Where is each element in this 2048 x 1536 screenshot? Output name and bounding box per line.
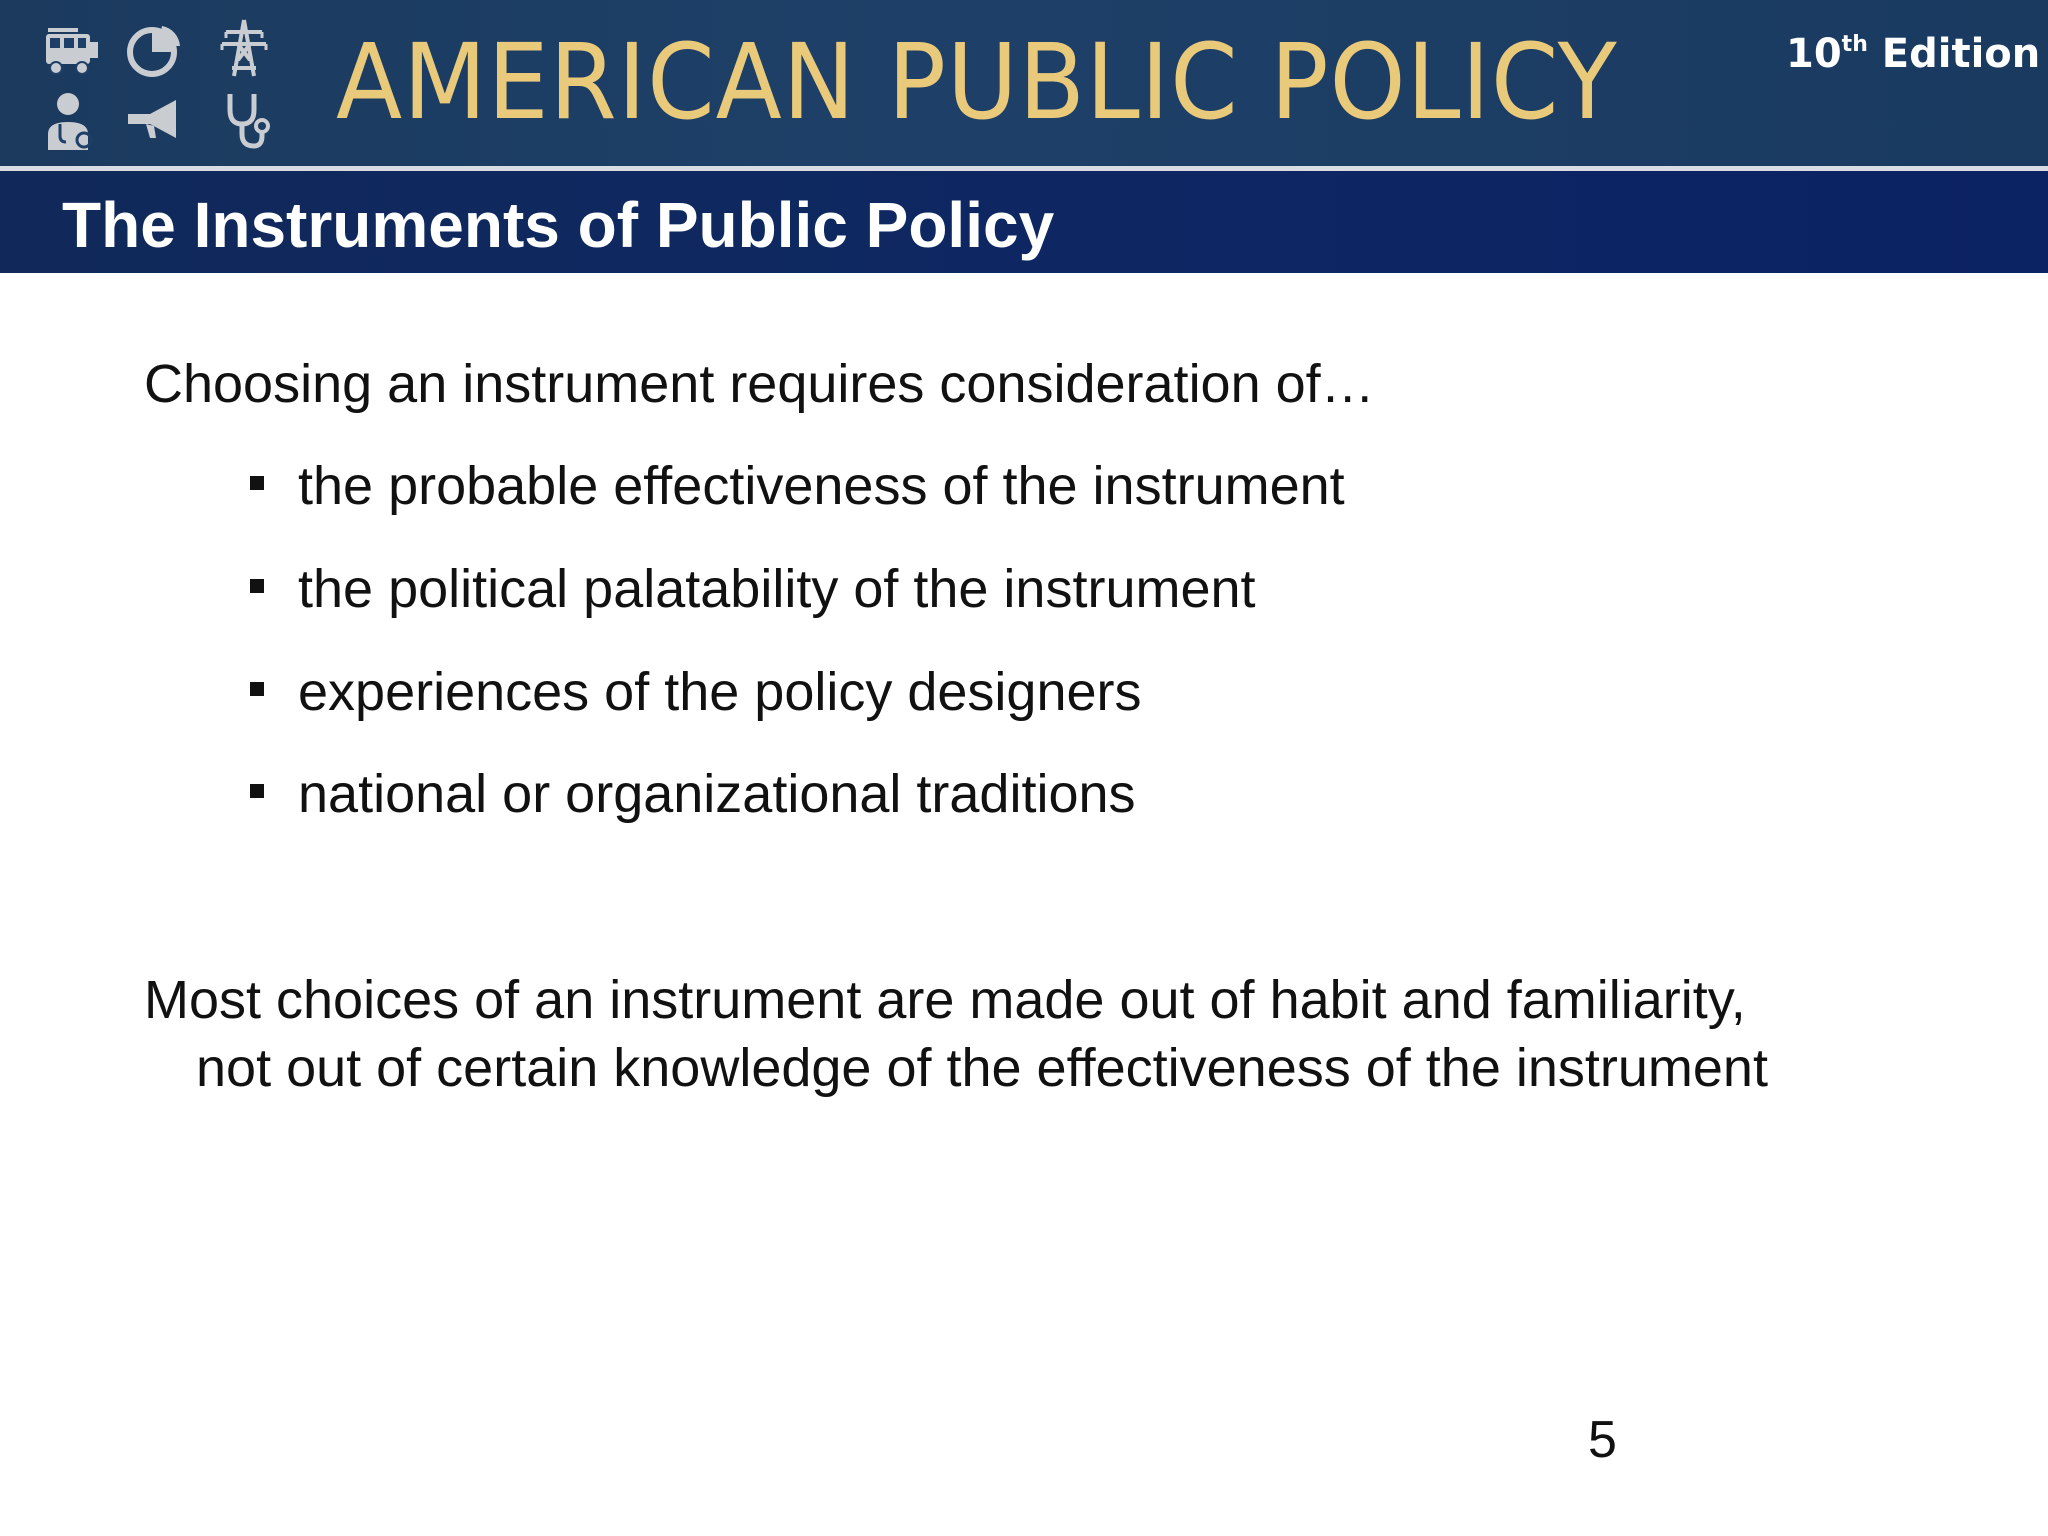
brand-title: AMERICAN PUBLIC POLICY: [336, 21, 1618, 143]
stethoscope-icon: [212, 88, 276, 152]
edition-number: 10: [1786, 31, 1842, 77]
doctor-icon: [40, 88, 104, 152]
pie-chart-icon: [122, 20, 186, 84]
bullet-text: the probable effectiveness of the instrument: [298, 456, 1345, 516]
title-bar: [0, 171, 2048, 273]
bus-icon: [40, 20, 104, 84]
header-banner: [0, 0, 2048, 166]
megaphone-icon: [124, 88, 188, 152]
bullet-icon: [250, 476, 264, 490]
bullet-text: experiences of the policy designers: [298, 662, 1142, 722]
edition-label: Edition: [1881, 31, 2041, 77]
edition-suffix: th: [1841, 32, 1868, 57]
bullet-icon: [250, 784, 264, 798]
bullet-icon: [250, 579, 264, 593]
bullet-icon: [250, 682, 264, 696]
edition-badge: [1786, 30, 2040, 78]
closing-text-line-2: not out of certain knowledge of the effectiveness of the instrument: [196, 1038, 1768, 1098]
page-number: 5: [1588, 1411, 1617, 1469]
lead-text: Choosing an instrument requires consideration of…: [144, 354, 1375, 414]
bullet-text: the political palatability of the instrument: [298, 559, 1256, 619]
closing-text-line-1: Most choices of an instrument are made out of habit and familiarity,: [144, 970, 1746, 1030]
bullet-text: national or organizational traditions: [298, 764, 1136, 824]
slide-title: The Instruments of Public Policy: [62, 189, 1055, 261]
power-tower-icon: [212, 16, 276, 80]
